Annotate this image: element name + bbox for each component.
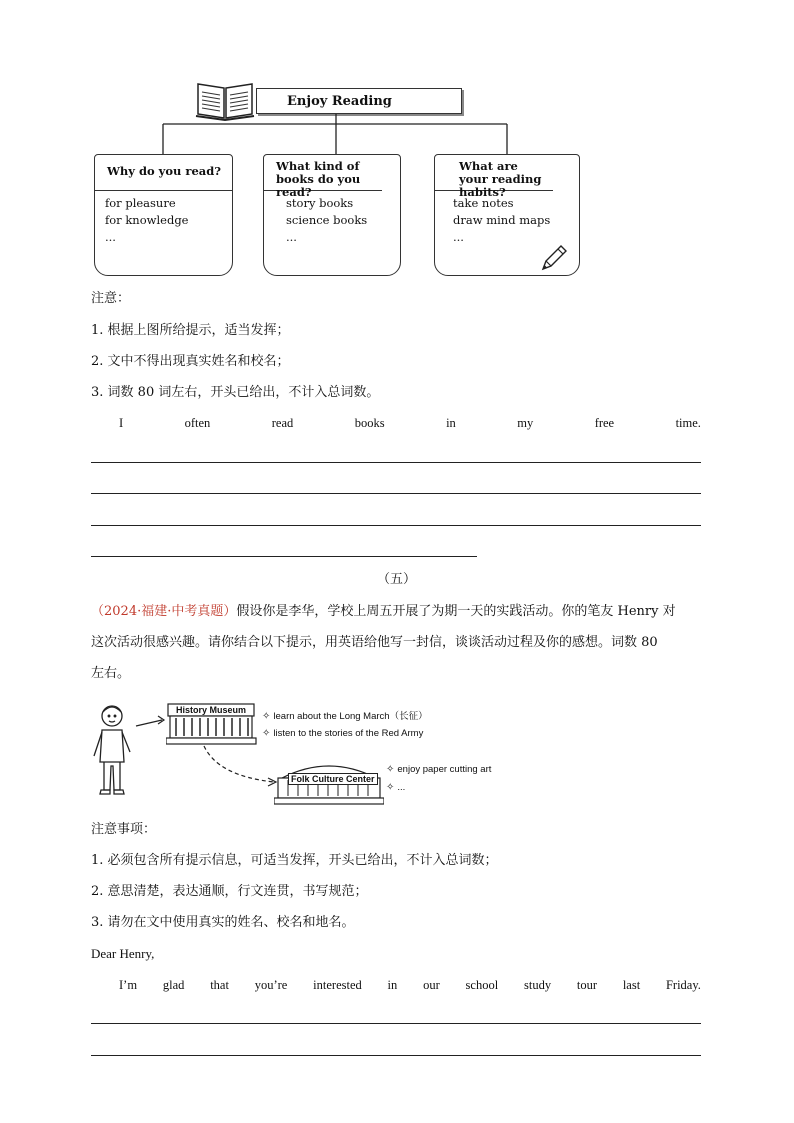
card-kind-of-books — [263, 154, 401, 276]
letter-salutation: Dear Henry, — [91, 946, 155, 961]
sparkle-icon: ✧ — [386, 764, 395, 775]
pencil-icon — [539, 243, 569, 277]
activity-illustration — [88, 698, 528, 808]
source-tag: （2024·福建·中考真题） — [91, 604, 237, 619]
sparkle-icon: ✧ — [386, 782, 395, 793]
card-item: draw mind maps — [453, 213, 551, 227]
museum-point: ✧ learn about the Long March（长征） — [262, 711, 428, 722]
opening-sentence: I often read books in my free time. — [119, 416, 701, 430]
center-point: ✧ ... — [386, 782, 406, 793]
note-item: 3. 请勿在文中使用真实的姓名、校名和地名。 — [91, 915, 355, 930]
diagram-connectors — [0, 0, 794, 160]
card-heading: Why do you read? — [95, 155, 232, 191]
writing-line[interactable] — [91, 1023, 701, 1024]
card-item: for knowledge — [105, 213, 189, 227]
section-heading: （五） — [377, 572, 417, 587]
note-item: 3. 词数 80 词左右，开头已给出，不计入总词数。 — [91, 385, 380, 400]
card-item: ... — [453, 230, 464, 244]
note-item: 1. 必须包含所有提示信息，可适当发挥，开头已给出，不计入总词数； — [91, 853, 498, 868]
note-item: 2. 文中不得出现真实姓名和校名； — [91, 354, 290, 369]
writing-line[interactable] — [91, 1055, 701, 1056]
museum-label: History Museum — [176, 705, 247, 715]
card-heading: What are your reading habits? — [435, 155, 553, 191]
card-item: ... — [286, 230, 297, 244]
card-item: for pleasure — [105, 196, 176, 210]
opening-sentence: I’m glad that you’re interested in our school study tour last Friday. — [119, 978, 701, 992]
center-label: Folk Culture Center — [288, 773, 378, 785]
museum-point: ✧ listen to the stories of the Red Army — [262, 728, 424, 739]
prompt-line: （2024·福建·中考真题）假设你是李华，学校上周五开展了为期一天的实践活动。你的笔友 Henry 对 — [91, 604, 676, 619]
notes-title: 注意： — [91, 291, 131, 306]
card-why-read — [94, 154, 233, 276]
center-point: ✧ enjoy paper cutting art — [386, 764, 492, 775]
note-item: 2. 意思清楚，表达通顺，行文连贯，书写规范； — [91, 884, 368, 899]
prompt-line: 左右。 — [91, 666, 131, 681]
notes-title: 注意事项： — [91, 822, 157, 837]
card-heading: What kind of books do you read? — [264, 155, 382, 191]
diagram-title: Enjoy Reading — [256, 88, 462, 114]
card-item: ... — [105, 230, 116, 244]
note-item: 1. 根据上图所给提示，适当发挥； — [91, 323, 290, 338]
writing-line[interactable] — [91, 462, 701, 463]
writing-line[interactable] — [91, 525, 701, 526]
prompt-line: 这次活动很感兴趣。请你结合以下提示，用英语给他写一封信，谈谈活动过程及你的感想。词数 80 — [91, 635, 658, 650]
writing-line[interactable] — [91, 493, 701, 494]
sparkle-icon: ✧ — [262, 728, 271, 739]
card-item: story books — [286, 196, 354, 210]
writing-line[interactable] — [91, 556, 477, 557]
card-item: take notes — [453, 196, 514, 210]
sparkle-icon: ✧ — [262, 711, 271, 722]
card-item: science books — [286, 213, 368, 227]
card-reading-habits — [434, 154, 580, 276]
